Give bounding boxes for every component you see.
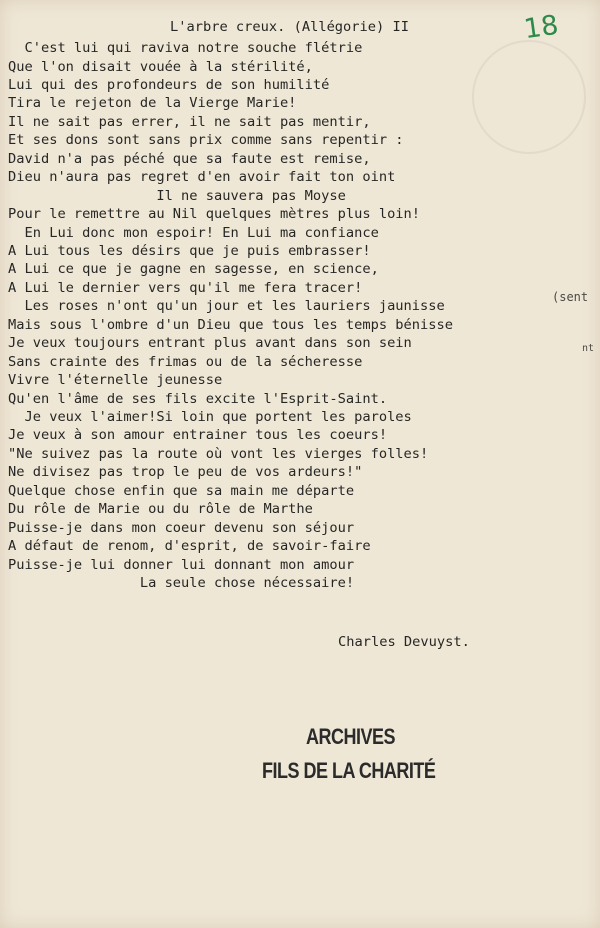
archive-stamp-line2: FILS DE LA CHARITÉ (262, 758, 436, 783)
poem-line: En Lui donc mon espoir! En Lui ma confiance (8, 224, 379, 241)
poem-line: Ne divisez pas trop le peu de vos ardeurs!" (8, 464, 363, 481)
poem-title: L'arbre creux. (Allégorie) II (170, 19, 409, 35)
poem-line: Mais sous l'ombre d'un Dieu que tous les temps bénisse (8, 316, 453, 333)
poem-line: Lui qui des profondeurs de son humilité (8, 76, 330, 93)
poem-line: Dieu n'aura pas regret d'en avoir fait ton oint (8, 169, 396, 186)
poem-line: La seule chose nécessaire! (8, 575, 355, 591)
poem-line: A Lui le dernier vers qu'il me fera tracer! (8, 279, 363, 296)
faint-seal-mark (472, 40, 586, 154)
poem-line: Je veux à son amour entrainer tous les coeurs! (8, 427, 388, 444)
handwritten-page-number: 18 (522, 9, 561, 46)
archive-stamp-line1: ARCHIVES (306, 724, 396, 749)
poem-line: A Lui tous les désirs que je puis embrasser! (8, 242, 371, 259)
poem-line: Sans crainte des frimas ou de la sécheresse (8, 353, 363, 370)
margin-note: nt (582, 343, 595, 354)
poem-line: Je veux l'aimer!Si loin que portent les paroles (8, 409, 412, 425)
poem-line: C'est lui qui raviva notre souche flétrie (8, 40, 363, 56)
poem-line: Vivre l'éternelle jeunesse (8, 372, 223, 389)
poem-line: Qu'en l'âme de ses fils excite l'Esprit-Saint. (8, 390, 388, 407)
poem-line: Les roses n'ont qu'un jour et les lauriers jaunisse (8, 298, 445, 315)
poem-line: Pour le remettre au Nil quelques mètres plus loin! (8, 206, 421, 222)
poem-line: Il ne sauvera pas Moyse (8, 187, 346, 204)
poem-line: Du rôle de Marie ou du rôle de Marthe (8, 501, 313, 518)
poem-line: A défaut de renom, d'esprit, de savoir-faire (8, 538, 371, 555)
margin-note: (sent (552, 290, 589, 304)
poem-line: Il ne sait pas errer, il ne sait pas mentir, (8, 113, 371, 130)
poem-line: David n'a pas péché que sa faute est remise, (8, 150, 371, 167)
poem-line: Puisse-je lui donner lui donnant mon amour (8, 556, 355, 573)
poem-line: "Ne suivez pas la route où vont les vierges folles! (8, 445, 429, 462)
signature: Charles Devuyst. (338, 634, 470, 650)
poem-line: Quelque chose enfin que sa main me départe (8, 482, 355, 499)
poem-line: A Lui ce que je gagne en sagesse, en science, (8, 261, 379, 278)
poem-line: Que l'on disait vouée à la stérilité, (8, 58, 313, 75)
poem-line: Je veux toujours entrant plus avant dans son sein (8, 335, 412, 352)
poem-line: Et ses dons sont sans prix comme sans repentir : (8, 132, 404, 149)
poem-line: Tira le rejeton de la Vierge Marie! (8, 95, 297, 112)
poem-line: Puisse-je dans mon coeur devenu son séjour (8, 519, 355, 536)
